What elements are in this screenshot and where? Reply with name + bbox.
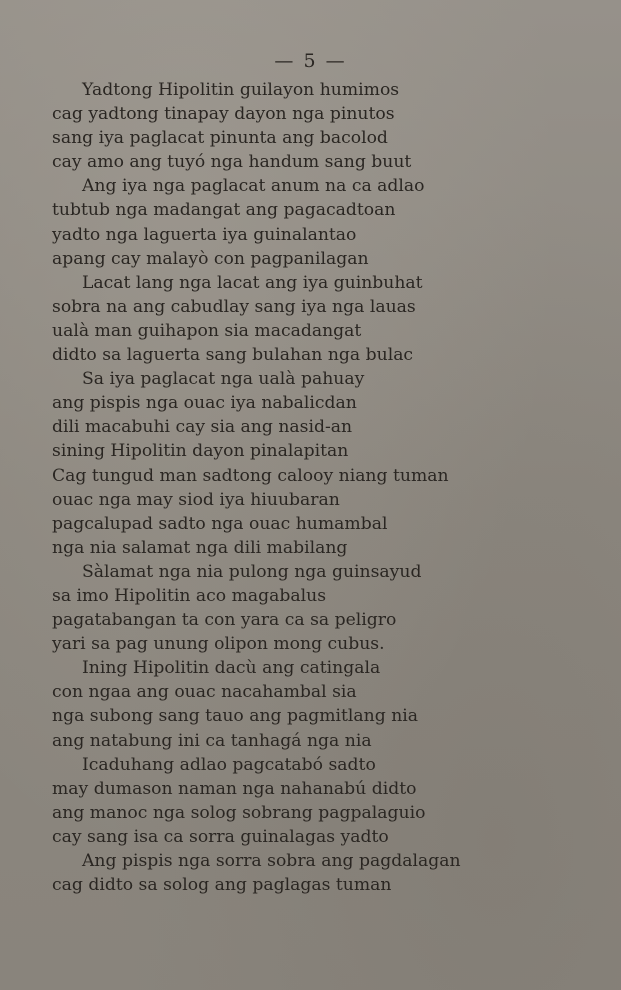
text-line: may dumason naman nga nahanabú didto bbox=[52, 778, 417, 799]
text-line: didto sa laguerta sang bulahan nga bulac bbox=[52, 345, 414, 366]
text-line: Cag tungud man sadtong calooy niang tuman bbox=[52, 465, 449, 486]
text-line: pagcalupad sadto nga ouac humambal bbox=[52, 513, 388, 534]
text-line: con ngaa ang ouac nacahambal sia bbox=[52, 682, 357, 703]
text-line: cay amo ang tuyó nga handum sang buut bbox=[52, 152, 412, 173]
text-line: cag yadtong tinapay dayon nga pinutos bbox=[52, 104, 395, 125]
text-line: nga subong sang tauo ang pagmitlang nia bbox=[52, 706, 419, 727]
text-line: ang manoc nga solog sobrang pagpalaguio bbox=[52, 802, 426, 823]
text-line: nga nia salamat nga dili mabilang bbox=[52, 537, 348, 558]
text-line: Yadtong Hipolitin guilayon humimos bbox=[82, 80, 400, 100]
text-line: yari sa pag unung olipon mong cubus. bbox=[52, 634, 385, 655]
text-line: pagatabangan ta con yara ca sa peligro bbox=[52, 610, 397, 631]
text-line: Lacat lang nga lacat ang iya guinbuhat bbox=[82, 272, 423, 293]
text-line: dili macabuhi cay sia ang nasid-an bbox=[52, 417, 353, 438]
text-line: Ang pispis nga sorra sobra ang pagdalagan bbox=[82, 851, 461, 871]
poem-text bbox=[52, 78, 572, 897]
text-line: ang natabung ini ca tanhagá nga nia bbox=[52, 730, 372, 751]
text-line: Ang iya nga paglacat anum na ca adlao bbox=[82, 176, 425, 197]
text-line: ang pispis nga ouac iya nabalicdan bbox=[52, 393, 357, 414]
text-line: sa imo Hipolitin aco magabalus bbox=[52, 585, 327, 606]
text-line: yadto nga laguerta iya guinalantao bbox=[52, 224, 357, 245]
text-line: apang cay malayò con pagpanilagan bbox=[52, 248, 369, 269]
text-line: sang iya paglacat pinunta ang bacolod bbox=[52, 128, 388, 149]
text-line: sining Hipolitin dayon pinalapitan bbox=[52, 441, 349, 462]
text-line: cag didto sa solog ang paglagas tuman bbox=[52, 875, 392, 896]
text-line: Sàlamat nga nia pulong nga guinsayud bbox=[82, 561, 422, 582]
text-line: Ining Hipolitin dacù ang catingala bbox=[82, 658, 381, 679]
text-line: tubtub nga madangat ang pagacadtoan bbox=[52, 200, 396, 221]
text-line: cay sang isa ca sorra guinalagas yadto bbox=[52, 826, 389, 847]
text-line: ouac nga may siod iya hiuubaran bbox=[52, 489, 340, 510]
text-line: Sa iya paglacat nga ualà pahuay bbox=[82, 369, 365, 390]
text-line: sobra na ang cabudlay sang iya nga lauas bbox=[52, 296, 416, 317]
text-line: ualà man guihapon sia macadangat bbox=[52, 320, 362, 341]
page-number: — 5 — bbox=[274, 50, 347, 72]
text-line: Icaduhang adlao pagcatabó sadto bbox=[82, 754, 376, 775]
